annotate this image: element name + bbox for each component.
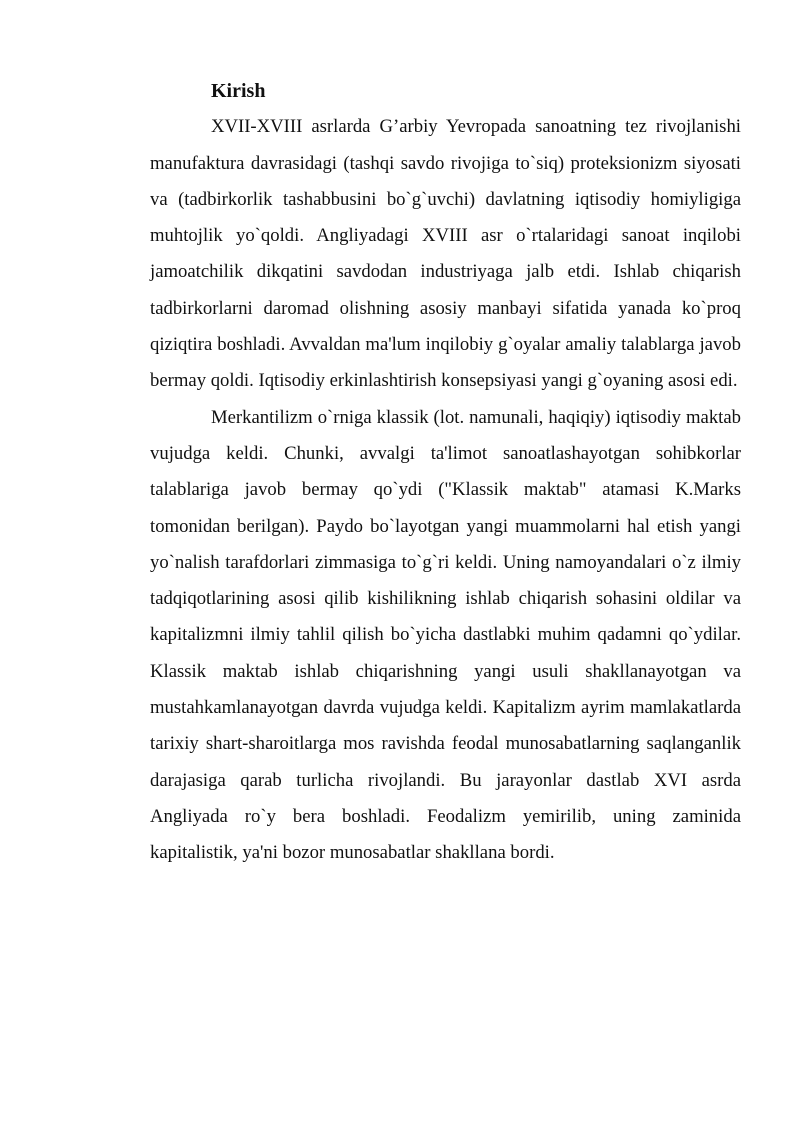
document-page: [150, 73, 741, 872]
section-heading: Kirish: [211, 80, 266, 102]
paragraph-2: Merkantilizm o`rniga klassik (lot. namunali, haqiqiy) iqtisodiy maktab vujudga keldi. Chunki, avvalgi ta'limot sanoatlashayotgan sohibkorlar talablariga javob bermay qo`ydi ("Klassik maktab" atamasi K.Marks tomonidan berilgan). Paydo bo`layotgan yangi muammolarni hal etish yangi yo`nalish tarafdorlari zimmasiga to`g`ri keldi. Uning namoyandalari o`z ilmiy tadqiqotlarining asosi qilib kishilikning ishlab chiqarish sohasini oldilar va kapitalizmni ilmiy tahlil qilish bo`yicha dastlabki muhim qadamni qo`ydilar. Klassik maktab ishlab chiqarishning yangi usuli shakllanayotgan va mustahkamlanayotgan davrda vujudga keldi. Kapitalizm ayrim mamlakatlarda tarixiy shart-sharoitlarga mos ravishda feodal munosabatlarning saqlanganlik darajasiga qarab turlicha rivojlandi. Bu jarayonlar dastlab XVI asrda Angliyada ro`y bera boshladi. Feodalizm yemirilib, uning zaminida kapitalistik, ya'ni bozor munosabatlar shakllana bordi.: [150, 406, 741, 864]
paragraph-1: XVII-XVIII asrlarda G’arbiy Yevropada sanoatning tez rivojlanishi manufaktura davrasidagi (tashqi savdo rivojiga to`siq) proteksionizm siyosati va (tadbirkorlik tashabbusini bo`g`uvchi) davlatning iqtisodiy homiyligiga muhtojlik yo`qoldi. Angliyadagi XVIII asr o`rtalaridagi sanoat inqilobi jamoatchilik dikqatini savdodan industriyaga jalb etdi. Ishlab chiqarish tadbirkorlarni daromad olishning asosiy manbayi sifatida yanada ko`proq qiziqtira boshladi. Avvaldan ma'lum inqilobiy g`oyalar amaliy talablarga javob bermay qoldi. Iqtisodiy erkinlashtirish konsepsiyasi yangi g`oyaning asosi edi.: [150, 116, 741, 392]
